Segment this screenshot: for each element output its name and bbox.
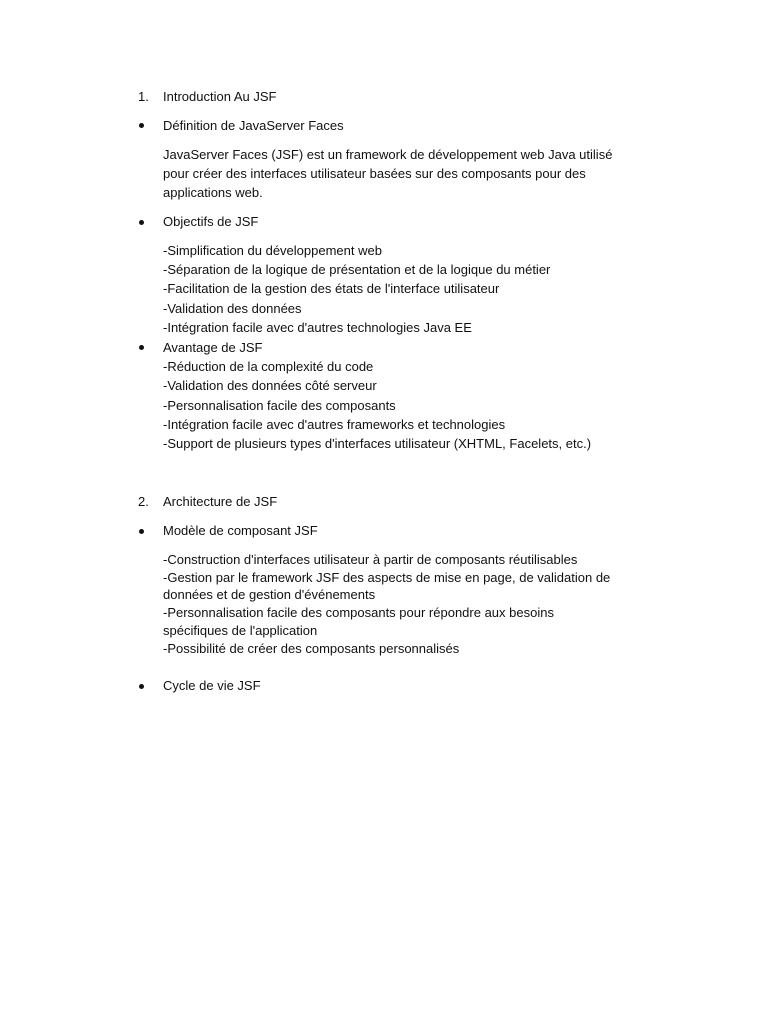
list-item: -Réduction de la complexité du code [163, 359, 374, 374]
list-item: -Personnalisation facile des composants [163, 398, 396, 413]
list-item: -Séparation de la logique de présentation et de la logique du métier [163, 262, 551, 277]
list-item: -Support de plusieurs types d'interfaces utilisateur (XHTML, Facelets, etc.) [163, 436, 592, 451]
list-item: -Construction d'interfaces utilisateur à partir de composants réutilisables [163, 552, 578, 567]
paragraph-line: JavaServer Faces (JSF) est un framework de développement web Java utilisé [163, 147, 613, 162]
list-item: données et de gestion d'événements [163, 587, 376, 602]
list-item: -Possibilité de créer des composants personnalisés [163, 641, 460, 656]
bullet-icon [139, 123, 144, 128]
list-item: -Validation des données [163, 301, 302, 316]
section-title: Introduction Au JSF [163, 89, 277, 104]
bullet-icon [139, 684, 144, 689]
paragraph-line: applications web. [163, 185, 263, 200]
bullet-heading: Cycle de vie JSF [163, 678, 261, 693]
bullet-icon [139, 529, 144, 534]
bullet-heading: Modèle de composant JSF [163, 523, 318, 538]
section-title: Architecture de JSF [163, 494, 278, 509]
list-item: -Facilitation de la gestion des états de l'interface utilisateur [163, 281, 500, 296]
list-item: -Simplification du développement web [163, 243, 382, 258]
section-number: 2. [138, 494, 149, 509]
bullet-heading: Objectifs de JSF [163, 214, 259, 229]
list-item: -Intégration facile avec d'autres technologies Java EE [163, 320, 472, 335]
list-item: -Validation des données côté serveur [163, 378, 377, 393]
section-number: 1. [138, 89, 149, 104]
bullet-icon [139, 345, 144, 350]
bullet-icon [139, 220, 144, 225]
paragraph-line: pour créer des interfaces utilisateur basées sur des composants pour des [163, 166, 586, 181]
list-item: -Personnalisation facile des composants pour répondre aux besoins [163, 605, 554, 620]
bullet-heading: Avantage de JSF [163, 340, 263, 355]
bullet-heading: Définition de JavaServer Faces [163, 118, 344, 133]
list-item: -Intégration facile avec d'autres frameworks et technologies [163, 417, 506, 432]
list-item: spécifiques de l'application [163, 623, 318, 638]
list-item: -Gestion par le framework JSF des aspects de mise en page, de validation de [163, 570, 611, 585]
